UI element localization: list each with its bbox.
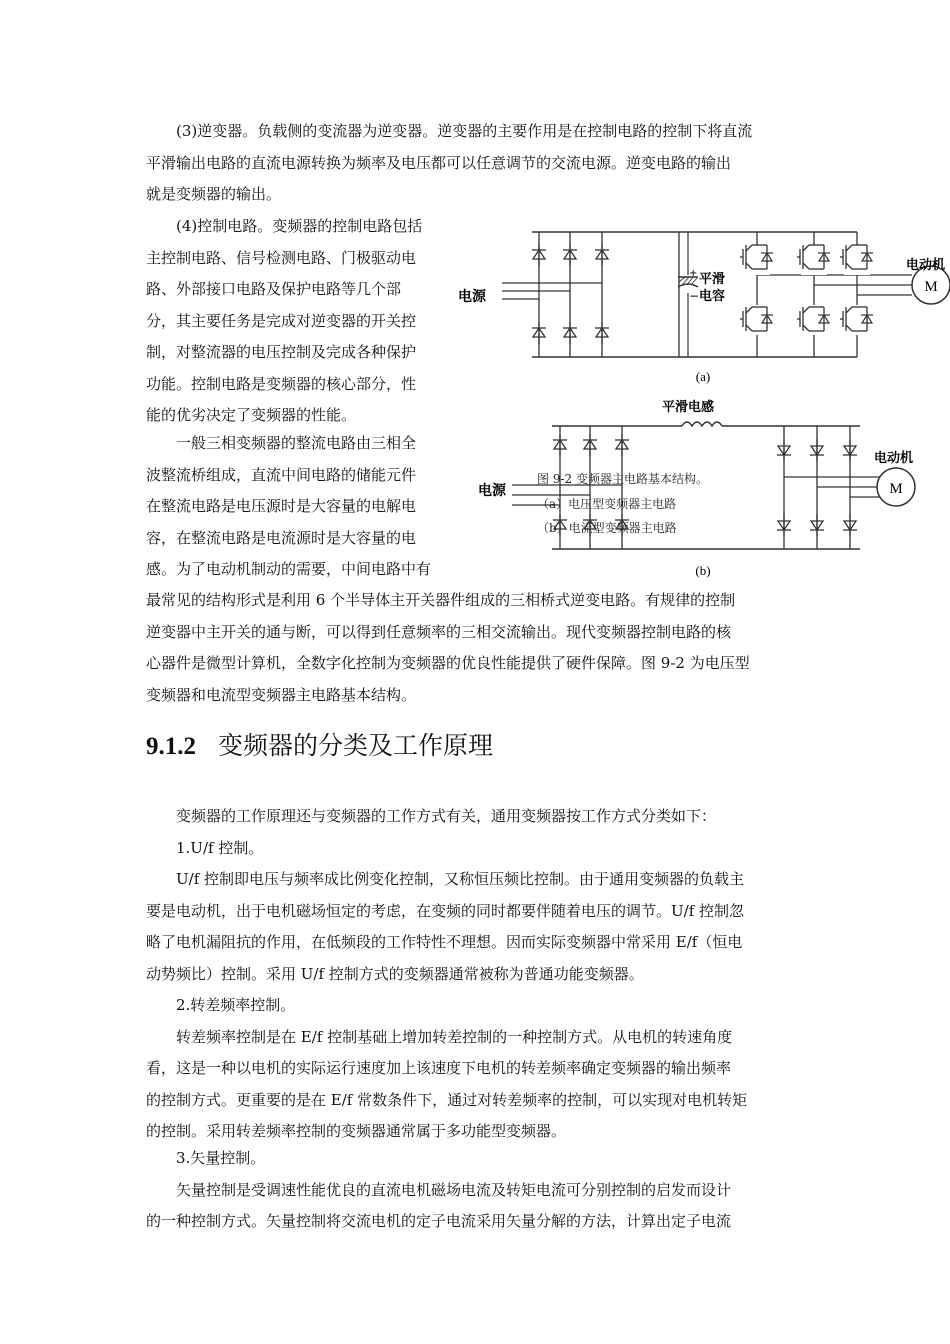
paragraph-control-circuit xyxy=(146,211,450,432)
text-line: 容，在整流电路是电流源时是大容量的电 xyxy=(146,528,417,547)
text-line: 变频器的工作原理还与变频器的工作方式有关，通用变频器按工作方式分类如下： xyxy=(176,807,717,825)
text-line: 略了电机漏阻抗的作用，在低频段的工作特性不理想。因而实际变频器中常采用 E/f（恒电 xyxy=(146,933,743,951)
figure-caption-b: （b）电流型变频器主电路 xyxy=(537,521,677,535)
text-line: U/f 控制即电压与频率成比例变化控制，又称恒压频比控制。由于通用变频器的负载主 xyxy=(176,870,745,888)
text-line: 最常见的结构形式是利用 6 个半导体主开关器件组成的三相桥式逆变电路。有规律的控制 xyxy=(146,591,736,609)
circuit-figure xyxy=(452,205,950,585)
diagram-b xyxy=(478,399,915,578)
text-line: 分，其主要任务是完成对逆变器的开关控 xyxy=(146,311,417,330)
text-line: 就是变频器的输出。 xyxy=(146,185,282,203)
text-line: 矢量控制是受调速性能优良的直流电机磁场电流及转矩电流可分别控制的启发而设计 xyxy=(176,1180,732,1199)
text-line: 感。为了电动机制动的需要，中间电路中有 xyxy=(146,560,432,578)
capacitor-label-1: 平滑 xyxy=(699,272,726,287)
text-line: 的控制。采用转差频率控制的变频器通常属于多功能型变频器。 xyxy=(146,1122,567,1140)
text-line: 制，对整流器的电压控制及完成各种保护 xyxy=(146,343,417,361)
text-line: 的控制方式。更重要的是在 E/f 常数条件下，通过对转差频率的控制，可以实现对电机转矩 xyxy=(146,1090,748,1109)
text-line: 波整流桥组成，直流中间电路的储能元件 xyxy=(146,465,417,484)
text-line: (4)控制电路。变频器的控制电路包括 xyxy=(176,217,423,235)
motor-a-symbol: M xyxy=(924,279,938,295)
section-number: 9.1.2 xyxy=(146,733,196,760)
text-line: 变频器和电流型变频器主电路基本结构。 xyxy=(146,685,417,704)
paragraph-uf-control xyxy=(146,864,806,990)
section-heading xyxy=(146,728,493,765)
text-line: 功能。控制电路是变频器的核心部分，性 xyxy=(146,374,417,393)
text-line: 能的优劣决定了变频器的性能。 xyxy=(146,406,357,424)
text-line: 动势频比）控制。采用 U/f 控制方式的变频器通常被称为普通功能变频器。 xyxy=(146,964,644,983)
text-line: 转差频率控制是在 E/f 控制基础上增加转差控制的一种控制方式。从电机的转速角度 xyxy=(176,1027,733,1046)
motor-b-symbol: M xyxy=(889,481,903,497)
text-line: 要是电动机，出于电机磁场恒定的考虑，在变频的同时都要伴随着电压的调节。U/f 控制忽 xyxy=(146,901,745,920)
paragraph-inverter-bridge xyxy=(146,585,806,711)
motor-a-label: 电动机 xyxy=(906,258,946,273)
text-line: 路、外部接口电路及保护电路等几个部 xyxy=(146,280,402,298)
text-line: 逆变器中主开关的通与断，可以得到任意频率的三相交流输出。现代变频器控制电路的核 xyxy=(146,622,732,641)
paragraph-slip-control xyxy=(146,990,806,1148)
text-line: 主控制电路、信号检测电路、门极驱动电 xyxy=(146,248,417,267)
paragraph-inverter xyxy=(146,116,806,211)
paragraph-rectifier xyxy=(146,428,450,586)
item-title-slip: 2.转差频率控制。 xyxy=(176,996,296,1014)
subfigure-a-label: (a) xyxy=(695,369,711,384)
figure-caption-title: 图 9-2 变频器主电路基本结构。 xyxy=(537,472,708,486)
inductor-label: 平滑电感 xyxy=(662,400,715,415)
motor-b-label: 电动机 xyxy=(874,451,914,466)
text-line: 在整流电路是电压源时是大容量的电解电 xyxy=(146,497,417,515)
svg-text:+: + xyxy=(689,268,698,279)
text-line: 一般三相变频器的整流电路由三相全 xyxy=(176,434,417,452)
source-a-label: 电源 xyxy=(458,289,486,305)
capacitor-label-2: 电容 xyxy=(699,289,726,304)
paragraph-intro xyxy=(146,801,806,864)
item-title-vector: 3.矢量控制。 xyxy=(176,1149,266,1167)
svg-text:−: − xyxy=(689,289,700,303)
circuit-diagram xyxy=(452,205,950,585)
text-line: 平滑输出电路的直流电源转换为频率及电压都可以任意调节的交流电源。逆变电路的输出 xyxy=(146,153,732,172)
source-b-label: 电源 xyxy=(478,483,506,499)
paragraph-vector-control xyxy=(146,1143,806,1238)
text-line: 看，这是一种以电机的实际运行速度加上该速度下电机的转差频率确定变频器的输出频率 xyxy=(146,1059,732,1077)
text-line: (3)逆变器。负载侧的变流器为逆变器。逆变器的主要作用是在控制电路的控制下将直流 xyxy=(176,122,753,140)
section-title: 变频器的分类及工作原理 xyxy=(218,731,494,760)
text-line: 心器件是微型计算机，全数字化控制为变频器的优良性能提供了硬件保障。图 9-2 为电压型 xyxy=(146,654,750,672)
text-line: 的一种控制方式。矢量控制将交流电机的定子电流采用矢量分解的方法，计算出定子电流 xyxy=(146,1212,732,1230)
subfigure-b-label: (b) xyxy=(695,563,711,578)
item-title-uf: 1.U/f 控制。 xyxy=(176,838,264,857)
diagram-a xyxy=(458,232,950,384)
figure-caption-a: （a）电压型变频器主电路 xyxy=(537,497,677,511)
